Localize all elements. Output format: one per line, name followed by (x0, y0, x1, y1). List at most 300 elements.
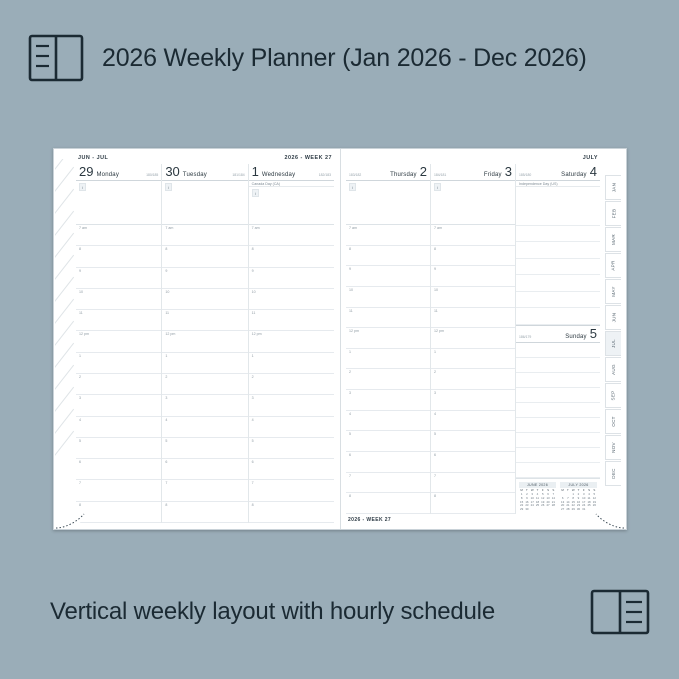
hour-row[interactable] (162, 395, 247, 416)
hour-row[interactable] (346, 390, 430, 411)
holiday-label: Independence Day (US) (516, 181, 600, 187)
hour-row[interactable] (76, 268, 161, 289)
day-column-tuesday[interactable] (161, 164, 247, 523)
mini-day: 27 (546, 503, 550, 508)
mini-day: 26 (592, 503, 596, 508)
hour-label: 12 pm (434, 329, 444, 334)
weekday-head: F (582, 487, 585, 492)
mini-calendar-title: JULY 2026 (560, 482, 597, 488)
hour-label: 8 (251, 502, 254, 507)
hour-label: 10 (349, 287, 353, 292)
hour-label: 8 (79, 502, 81, 507)
month-tab-label: OCT (610, 416, 616, 427)
day-meta: 184/181 (434, 173, 447, 177)
hour-label: 9 (165, 268, 168, 273)
hour-label: 8 (251, 247, 254, 252)
mini-day: 7 (567, 495, 569, 500)
hour-row[interactable] (249, 438, 334, 459)
hour-row[interactable] (249, 289, 334, 310)
day-header-wednesday (249, 164, 334, 181)
weekday-head: S (593, 487, 596, 492)
month-tab-jan[interactable] (605, 175, 621, 200)
mini-day: 19 (541, 499, 545, 504)
hour-label: 10 (434, 287, 438, 292)
info-icon: i (79, 183, 86, 191)
hour-label: 6 (79, 460, 81, 465)
mini-day: 29 (571, 507, 575, 512)
hour-row[interactable] (76, 289, 161, 310)
hour-label: 2 (349, 370, 351, 375)
mini-day: 2 (526, 491, 528, 496)
month-tab-label: MAR (610, 233, 616, 246)
hour-grid-friday[interactable] (431, 225, 515, 514)
mini-day: 1 (520, 491, 523, 496)
mini-calendar-june (519, 482, 556, 512)
day-name: Thursday (390, 172, 417, 178)
hour-row[interactable] (431, 493, 515, 514)
hour-row[interactable] (346, 411, 430, 432)
write-line[interactable] (516, 448, 600, 463)
hour-row[interactable] (431, 266, 515, 287)
weekday-head: F (541, 487, 544, 492)
hour-row[interactable] (76, 353, 161, 374)
mini-day: 1 (572, 491, 574, 496)
mini-day: 16 (576, 499, 581, 504)
hour-label: 2 (79, 374, 81, 379)
mini-day: 12 (541, 495, 545, 500)
hour-label: 7 (79, 481, 81, 486)
mini-day: 8 (572, 495, 574, 500)
hour-row[interactable] (431, 308, 515, 329)
hour-label: 10 (251, 289, 256, 294)
hour-row[interactable] (162, 502, 247, 523)
hour-row[interactable] (249, 246, 334, 267)
mini-day: 6 (561, 495, 564, 500)
hour-row[interactable] (431, 431, 515, 452)
hour-label: 7 (434, 473, 436, 478)
hour-label: 7 am (165, 226, 174, 230)
hour-row[interactable] (346, 246, 430, 267)
hour-label: 1 (251, 353, 254, 358)
month-tab-jul[interactable] (605, 331, 621, 356)
month-tab-apr[interactable] (605, 253, 621, 278)
hour-row[interactable] (76, 246, 161, 267)
left-month-range: JUN - JUL (78, 155, 109, 161)
month-tab-label: MAY (610, 286, 616, 297)
page-title: 2026 Weekly Planner (Jan 2026 - Dec 2026) (102, 43, 587, 72)
page-corner-fold-left (54, 495, 88, 529)
open-book-icon (590, 588, 650, 636)
day-number: 3 (504, 164, 512, 179)
day-note-area[interactable] (249, 187, 334, 225)
hour-label: 11 (79, 311, 83, 316)
hour-row[interactable] (76, 310, 161, 331)
day-meta: 185/180 (519, 173, 532, 177)
hour-row[interactable] (162, 289, 247, 310)
hour-row[interactable] (162, 268, 247, 289)
mini-day: 24 (582, 503, 586, 508)
right-day-columns (346, 164, 600, 514)
write-line[interactable] (516, 308, 600, 325)
hour-label: 9 (434, 267, 436, 272)
mini-day: 3 (582, 491, 585, 496)
day-block-saturday[interactable] (516, 164, 600, 325)
mini-day: 18 (587, 499, 591, 504)
day-number: 30 (165, 164, 180, 179)
day-name: Monday (96, 172, 120, 178)
month-tab-aug[interactable] (605, 357, 621, 382)
hour-row[interactable] (346, 225, 430, 246)
day-column-wednesday[interactable] (248, 164, 334, 523)
weekday-head: T (526, 487, 528, 492)
hour-label: 6 (251, 460, 254, 465)
hour-label: 10 (79, 289, 83, 294)
mini-day: 20 (546, 499, 550, 504)
hour-label: 4 (349, 411, 351, 416)
hour-row[interactable] (162, 480, 247, 501)
hour-row[interactable] (346, 493, 430, 514)
hour-row[interactable] (249, 417, 334, 438)
hour-row[interactable] (249, 480, 334, 501)
write-line[interactable] (516, 259, 600, 276)
hour-label: 12 pm (165, 332, 176, 337)
hour-row[interactable] (346, 287, 430, 308)
mini-day: 27 (561, 507, 565, 512)
hour-label: 9 (79, 268, 81, 273)
mini-day: 23 (525, 503, 529, 508)
hour-label: 7 (251, 481, 254, 486)
month-tab-dec[interactable] (605, 461, 621, 486)
hour-label: 12 pm (349, 329, 359, 334)
hour-row[interactable] (76, 502, 161, 523)
mini-day: 12 (592, 495, 596, 500)
day-note-area[interactable] (516, 187, 600, 209)
hour-label: 8 (434, 246, 436, 251)
hour-row[interactable] (162, 310, 247, 331)
hour-row[interactable] (76, 438, 161, 459)
mini-day: 11 (587, 495, 591, 500)
hour-row[interactable] (346, 369, 430, 390)
hour-label: 2 (165, 374, 168, 379)
hour-label: 11 (434, 308, 438, 313)
hour-row[interactable] (431, 225, 515, 246)
day-name: Saturday (561, 172, 587, 178)
hour-label: 9 (349, 267, 351, 272)
mini-day: 14 (551, 495, 555, 500)
mini-day: 5 (593, 491, 596, 496)
hour-row[interactable] (346, 349, 430, 370)
mini-day: 26 (541, 503, 545, 508)
month-tab-feb[interactable] (605, 201, 621, 226)
info-icon: i (434, 183, 441, 191)
mini-day: 21 (551, 499, 555, 504)
day-meta: 183/182 (349, 173, 362, 177)
day-name: Sunday (565, 334, 587, 340)
month-tab-label: SEP (611, 390, 616, 401)
day-note-area[interactable] (76, 181, 161, 225)
mini-calendar-week (519, 508, 556, 512)
mini-day: 4 (536, 491, 539, 496)
hour-row[interactable] (346, 431, 430, 452)
left-day-columns (76, 164, 334, 523)
hour-label: 9 (251, 268, 254, 273)
hour-row[interactable] (76, 225, 161, 246)
day-header-friday (431, 164, 515, 181)
day-column-monday[interactable] (76, 164, 161, 523)
weekday-head: W (530, 487, 534, 492)
month-tab-may[interactable] (605, 279, 621, 304)
hour-row[interactable] (249, 353, 334, 374)
weekday-head: T (577, 487, 580, 492)
mini-day: 6 (547, 491, 549, 496)
hour-row[interactable] (76, 395, 161, 416)
write-line[interactable] (516, 418, 600, 433)
hour-row[interactable] (346, 328, 430, 349)
hour-row[interactable] (431, 369, 515, 390)
header (28, 32, 587, 84)
mini-day: 21 (566, 503, 570, 508)
day-number: 5 (589, 326, 597, 341)
mini-day: 8 (520, 495, 523, 500)
footer-caption: Vertical weekly layout with hourly schedule (50, 598, 495, 625)
mini-day: 3 (531, 491, 533, 496)
info-icon: i (252, 189, 259, 197)
day-note-area[interactable] (162, 181, 247, 225)
hour-row[interactable] (249, 459, 334, 480)
hour-label: 11 (349, 308, 353, 313)
hour-row[interactable] (431, 287, 515, 308)
day-column-thursday[interactable] (346, 164, 430, 514)
hour-row[interactable] (346, 308, 430, 329)
hour-label: 10 (165, 289, 170, 294)
hour-row[interactable] (249, 268, 334, 289)
hour-label: 4 (79, 417, 81, 422)
sunday-lines[interactable] (516, 343, 600, 478)
weekday-head: M (520, 487, 523, 492)
write-line[interactable] (516, 388, 600, 403)
hour-row[interactable] (249, 502, 334, 523)
hour-row[interactable] (346, 473, 430, 494)
day-block-sunday[interactable] (516, 325, 600, 514)
day-number: 2 (419, 164, 427, 179)
day-column-friday[interactable] (430, 164, 515, 514)
hour-label: 3 (349, 391, 351, 396)
right-page-header (346, 155, 600, 164)
month-tab-oct[interactable] (605, 409, 621, 434)
page-edge-decoration (55, 159, 75, 495)
mini-day: 19 (592, 499, 596, 504)
weekday-head: S (552, 487, 555, 492)
weekday-head: S (588, 487, 591, 492)
hour-label: 8 (434, 494, 436, 499)
hour-row[interactable] (162, 246, 247, 267)
mini-day: 9 (526, 495, 528, 500)
month-tab-nov[interactable] (605, 435, 621, 460)
day-meta: 180/185 (146, 173, 159, 177)
hour-row[interactable] (162, 459, 247, 480)
hour-grid-monday[interactable] (76, 225, 161, 523)
mini-day: 2 (577, 491, 580, 496)
hour-row[interactable] (162, 374, 247, 395)
hour-row[interactable] (76, 331, 161, 352)
mini-day: 28 (566, 507, 570, 512)
hour-row[interactable] (162, 225, 247, 246)
left-week-label: 2026 - WEEK 27 (284, 155, 332, 161)
write-line[interactable] (516, 403, 600, 418)
write-line[interactable] (516, 463, 600, 478)
day-header-saturday (516, 164, 600, 181)
weekday-head: W (571, 487, 575, 492)
hour-label: 11 (165, 311, 170, 316)
hour-label: 3 (79, 396, 81, 401)
planner-spread (53, 148, 627, 530)
hour-label: 4 (165, 417, 168, 422)
hour-label: 7 am (79, 226, 87, 230)
write-line[interactable] (516, 433, 600, 448)
mini-day: 30 (576, 507, 581, 512)
hour-row[interactable] (76, 459, 161, 480)
hour-row[interactable] (162, 417, 247, 438)
write-line[interactable] (516, 242, 600, 259)
mini-day: 22 (571, 503, 575, 508)
hour-row[interactable] (346, 266, 430, 287)
hour-grid-wednesday[interactable] (249, 225, 334, 523)
write-line[interactable] (516, 275, 600, 292)
hour-label: 5 (251, 438, 254, 443)
day-number: 1 (251, 164, 259, 179)
write-line[interactable] (516, 343, 600, 358)
hour-label: 8 (349, 246, 351, 251)
right-page-footer-week: 2026 - WEEK 27 (348, 517, 392, 523)
mini-calendar-title: JUNE 2026 (519, 482, 556, 488)
mini-day (551, 508, 556, 512)
write-line[interactable] (516, 226, 600, 243)
hour-row[interactable] (249, 310, 334, 331)
hour-label: 7 (165, 481, 168, 486)
hour-row[interactable] (249, 225, 334, 246)
hour-label: 3 (251, 396, 254, 401)
hour-label: 2 (251, 374, 254, 379)
mini-day: 25 (587, 503, 591, 508)
hour-label: 5 (349, 432, 351, 437)
write-line[interactable] (516, 209, 600, 226)
hour-row[interactable] (431, 473, 515, 494)
hour-row[interactable] (431, 328, 515, 349)
weekday-head: S (547, 487, 550, 492)
hour-row[interactable] (162, 331, 247, 352)
weekday-head: T (536, 487, 539, 492)
mini-day: 31 (582, 507, 586, 512)
hour-row[interactable] (431, 246, 515, 267)
day-note-area[interactable] (431, 181, 515, 225)
mini-calendar-grid (519, 488, 556, 512)
mini-day: 17 (582, 499, 586, 504)
mini-day: 17 (530, 499, 534, 504)
hour-row[interactable] (76, 480, 161, 501)
hour-label: 7 am (251, 226, 260, 230)
mini-day: 11 (535, 495, 539, 500)
hour-label: 4 (434, 411, 436, 416)
mini-day: 15 (571, 499, 575, 504)
hour-row[interactable] (249, 374, 334, 395)
hour-row[interactable] (76, 417, 161, 438)
mini-day: 29 (520, 507, 524, 512)
hour-label: 6 (434, 453, 436, 458)
day-meta: 186/179 (519, 335, 532, 339)
hour-label: 12 pm (79, 332, 89, 337)
hour-label: 3 (165, 396, 168, 401)
mini-day: 20 (561, 503, 565, 508)
hour-row[interactable] (431, 452, 515, 473)
hour-label: 6 (349, 453, 351, 458)
hour-label: 8 (165, 502, 168, 507)
hour-label: 6 (165, 460, 168, 465)
day-name: Friday (483, 172, 502, 178)
hour-label: 1 (79, 353, 81, 358)
left-page-header (76, 155, 334, 164)
month-tab-sep[interactable] (605, 383, 621, 408)
mini-day: 18 (535, 499, 540, 504)
hour-label: 8 (165, 247, 168, 252)
day-header-tuesday (162, 164, 247, 181)
mini-day: 9 (577, 495, 580, 500)
hour-label: 1 (165, 353, 168, 358)
hour-row[interactable] (162, 353, 247, 374)
day-header-thursday (346, 164, 430, 181)
saturday-lines[interactable] (516, 209, 600, 325)
mini-day: 15 (520, 499, 524, 504)
hour-row[interactable] (249, 395, 334, 416)
day-column-weekend[interactable] (515, 164, 600, 514)
mini-day: 5 (541, 491, 544, 496)
hour-grid-tuesday[interactable] (162, 225, 247, 523)
mini-day: 22 (520, 503, 524, 508)
day-header-sunday (516, 326, 600, 343)
hour-label: 2 (434, 370, 436, 375)
hour-row[interactable] (249, 331, 334, 352)
hour-row[interactable] (346, 452, 430, 473)
month-tab-mar[interactable] (605, 227, 621, 252)
hour-label: 11 (251, 311, 256, 316)
day-meta: 182/183 (318, 173, 331, 177)
day-number: 4 (589, 164, 597, 179)
mini-day: 24 (530, 503, 534, 508)
planner-right-page (340, 149, 626, 529)
hour-label: 1 (434, 349, 436, 354)
hour-label: 7 (349, 473, 351, 478)
weekday-head: M (561, 487, 564, 492)
hour-label: 7 am (434, 226, 442, 230)
month-tab-label: DEC (610, 468, 616, 479)
mini-day: 30 (525, 507, 529, 512)
hour-row[interactable] (162, 438, 247, 459)
month-index-tabs[interactable] (604, 175, 622, 487)
mini-day: 16 (525, 499, 529, 504)
hour-grid-thursday[interactable] (346, 225, 430, 514)
day-note-area[interactable] (346, 181, 430, 225)
write-line[interactable] (516, 373, 600, 388)
mini-day: 13 (546, 495, 550, 500)
hour-row[interactable] (431, 411, 515, 432)
hour-row[interactable] (431, 390, 515, 411)
write-line[interactable] (516, 292, 600, 309)
month-tab-jun[interactable] (605, 305, 621, 330)
mini-day: 10 (582, 495, 586, 500)
write-line[interactable] (516, 358, 600, 373)
hour-row[interactable] (76, 374, 161, 395)
month-tab-label: APR (610, 260, 616, 271)
hour-row[interactable] (431, 349, 515, 370)
